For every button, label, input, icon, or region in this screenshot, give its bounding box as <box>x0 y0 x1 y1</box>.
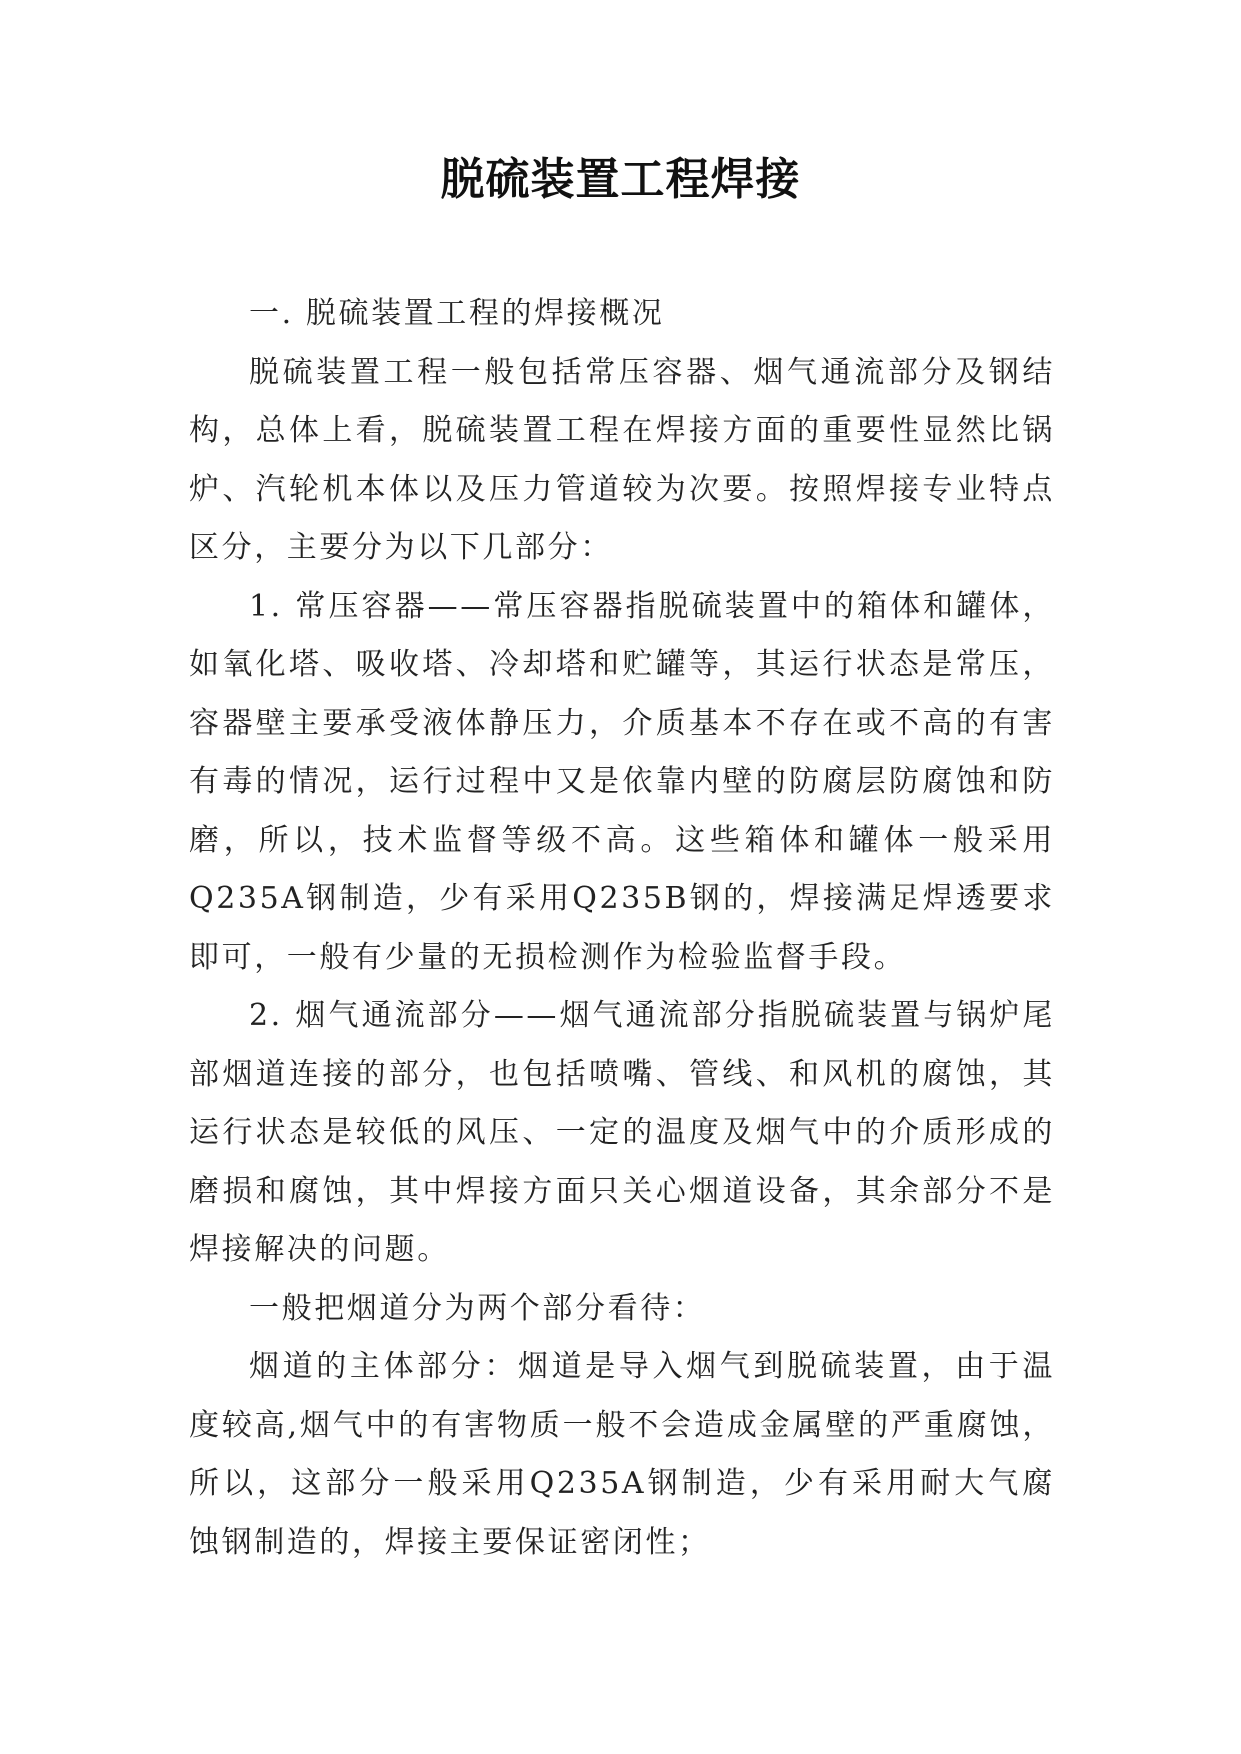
paragraph-duct-split: 一般把烟道分为两个部分看待： <box>249 1290 706 1326</box>
document-body <box>189 285 1055 1572</box>
paragraph-flue-gas: 2. 烟气通流部分——烟气通流部分指脱硫装置与锅炉尾部烟道连接的部分，也包括喷嘴、管线、和风机的腐蚀，其运行状态是较低的风压、一定的温度及烟气中的介质形成的磨损和腐蚀，其中焊接方面只关心烟道设备，其余部分不是焊接解决的问题。 <box>189 998 1055 1267</box>
document-title: 脱硫装置工程焊接 <box>440 154 801 205</box>
paragraph-pressure-vessel: 1. 常压容器——常压容器指脱硫装置中的箱体和罐体，如氧化塔、吸收塔、冷却塔和贮罐等，其运行状态是常压，容器壁主要承受液体静压力，介质基本不存在或不高的有害有毒的情况，运行过程中又是依靠内壁的防腐层防腐蚀和防磨，所以，技术监督等级不高。这些箱体和罐体一般采用Q235A钢制造，少有采用Q235B钢的，焊接满足焊透要求即可，一般有少量的无损检测作为检验监督手段。 <box>189 588 1055 975</box>
paragraph-duct-main: 烟道的主体部分：烟道是导入烟气到脱硫装置，由于温度较高,烟气中的有害物质一般不会造成金属壁的严重腐蚀，所以，这部分一般采用Q235A钢制造，少有采用耐大气腐蚀钢制造的，焊接主要保证密闭性； <box>189 1349 1055 1560</box>
paragraph-intro: 脱硫装置工程一般包括常压容器、烟气通流部分及钢结构，总体上看，脱硫装置工程在焊接方面的重要性显然比锅炉、汽轮机本体以及压力管道较为次要。按照焊接专业特点区分，主要分为以下几部分： <box>189 354 1055 565</box>
section-heading: 一. 脱硫装置工程的焊接概况 <box>249 296 665 331</box>
